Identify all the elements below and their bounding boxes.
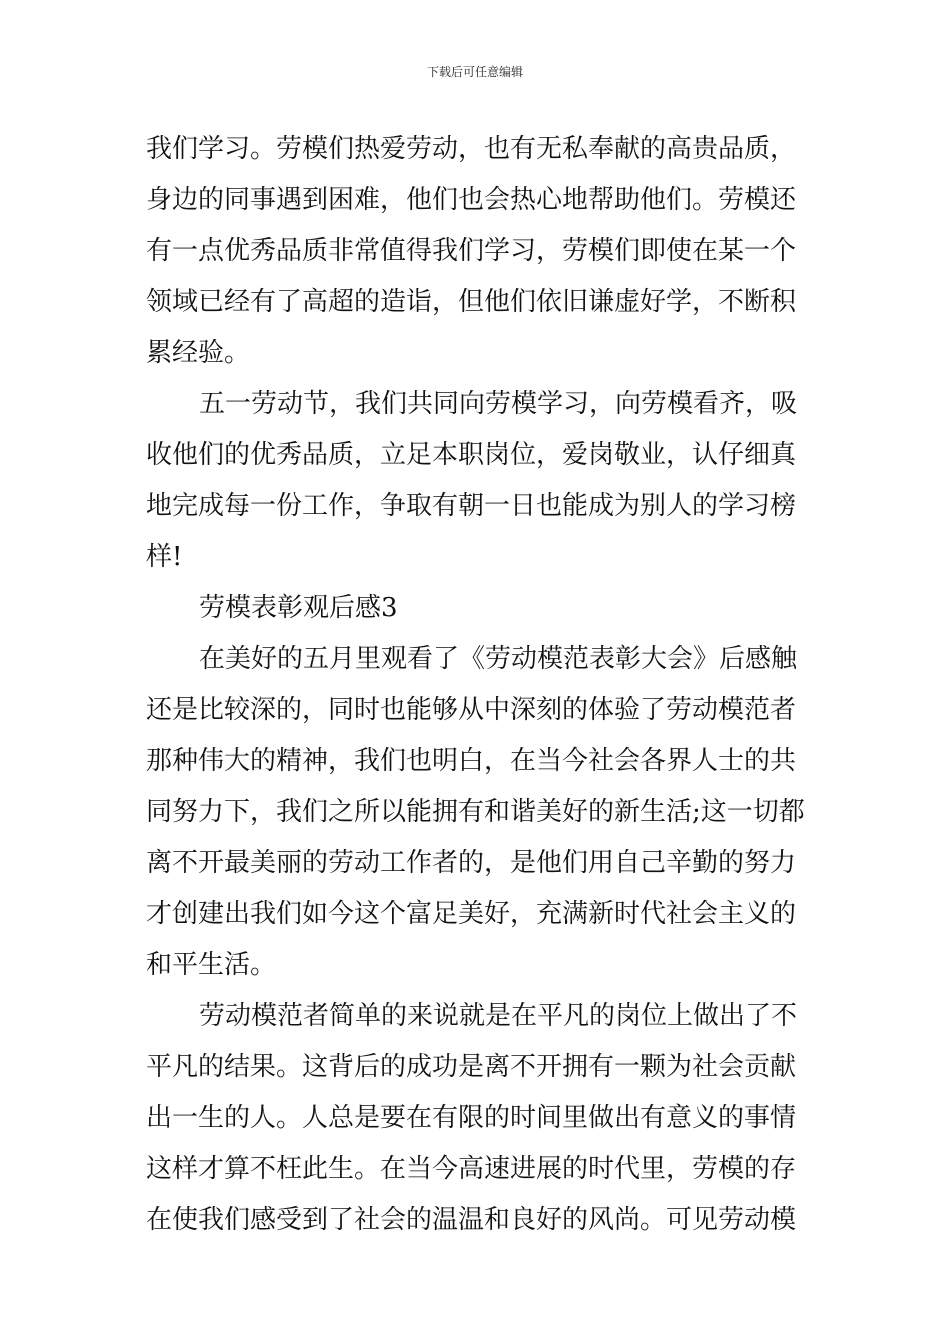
text-line: 有一点优秀品质非常值得我们学习，劳模们即使在某一个	[146, 236, 797, 266]
text-line: 平凡的结果。这背后的成功是离不开拥有一颗为社会贡献	[146, 1052, 797, 1082]
page-header-note: 下载后可任意编辑	[426, 65, 523, 79]
text-line: 那种伟大的精神，我们也明白，在当今社会各界人士的共	[146, 746, 797, 776]
text-line: 才创建出我们如今这个富足美好，充满新时代社会主义的	[146, 899, 797, 929]
paragraph-start-line: 在美好的五月里观看了《劳动模范表彰大会》后感触	[199, 644, 798, 674]
text-line: 和平生活。	[146, 950, 277, 980]
text-line: 我们学习。劳模们热爱劳动，也有无私奉献的高贵品质，	[146, 134, 797, 164]
text-line: 还是比较深的，同时也能够从中深刻的体验了劳动模范者	[146, 695, 797, 725]
document-body	[146, 124, 806, 1246]
text-line: 这样才算不枉此生。在当今高速进展的时代里，劳模的存	[146, 1154, 797, 1184]
paragraph-start-line: 劳动模范者简单的来说就是在平凡的岗位上做出了不	[199, 1001, 798, 1031]
text-line: 累经验。	[146, 338, 251, 368]
text-line: 收他们的优秀品质，立足本职岗位，爱岗敬业，认仔细真	[146, 440, 797, 470]
text-line: 在使我们感受到了社会的温温和良好的风尚。可见劳动模	[146, 1205, 797, 1235]
text-line: 样!	[146, 542, 183, 572]
text-line: 领域已经有了高超的造诣，但他们依旧谦虚好学，不断积	[146, 287, 797, 317]
text-line: 地完成每一份工作，争取有朝一日也能成为别人的学习榜	[146, 491, 797, 521]
text-line: 同努力下，我们之所以能拥有和谐美好的新生活;这一切都	[146, 797, 805, 827]
section-heading: 劳模表彰观后感3	[199, 593, 398, 623]
paragraph-start-line: 五一劳动节，我们共同向劳模学习，向劳模看齐，吸	[199, 389, 798, 419]
text-line: 身边的同事遇到困难，他们也会热心地帮助他们。劳模还	[146, 185, 797, 215]
text-line: 出一生的人。人总是要在有限的时间里做出有意义的事情	[146, 1103, 797, 1133]
text-line: 离不开最美丽的劳动工作者的，是他们用自己辛勤的努力	[146, 848, 797, 878]
